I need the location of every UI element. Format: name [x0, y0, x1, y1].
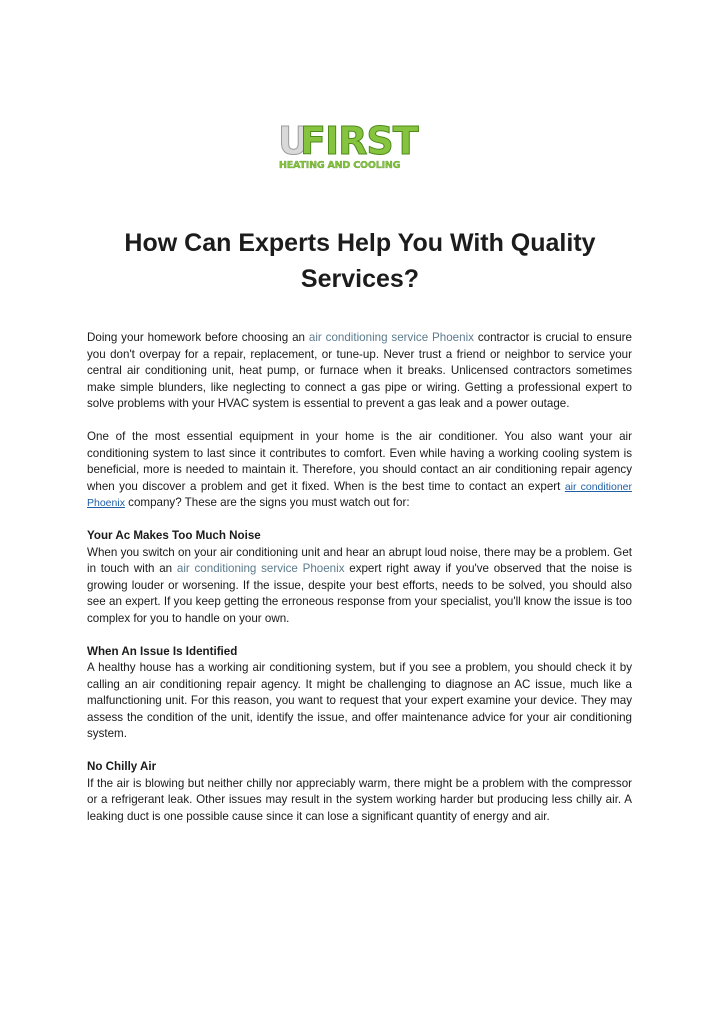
- section-chilly-heading: No Chilly Air: [87, 760, 157, 773]
- page-title: How Can Experts Help You With Quality Services?: [124, 228, 596, 293]
- second-text-end: company? These are the signs you must watch out for:: [124, 496, 410, 509]
- section-chilly: [87, 759, 632, 825]
- second-text-start: One of the most essential equipment in your home is the air conditioner. You also want your air conditioning system to last since it contributes to comfort. Even while having a working cooling system is beneficial, more is needed to maintain it. Therefore, you should contact an air conditioning repair agency when you discover a problem and get it fixed. When is the best time to contact an expert: [87, 430, 632, 493]
- logo-wordmark: [276, 119, 444, 163]
- intro-paragraph: [87, 330, 632, 413]
- keyword-ac-service-phoenix: air conditioning service Phoenix: [308, 331, 474, 344]
- keyword-ac-service-phoenix-2: air conditioning service Phoenix: [176, 562, 345, 575]
- section-noise-heading: Your Ac Makes Too Much Noise: [87, 529, 261, 542]
- ufirst-logo: [276, 120, 444, 178]
- ac-phoenix-link[interactable]: air conditioner Phoenix: [87, 480, 632, 509]
- second-paragraph: [87, 429, 632, 512]
- section-issue: [87, 644, 632, 743]
- intro-text-start: Doing your homework before choosing an: [87, 331, 309, 344]
- section-issue-heading: When An Issue Is Identified: [87, 644, 238, 658]
- section-chilly-body: If the air is blowing but neither chilly nor appreciably warm, there might be a problem with the compressor or a refrigerant leak. Other issues may result in the system working harder but producing less chilly air. A leaking duct is one possible cause since it can lose a significant quantity of energy and air.: [87, 776, 632, 823]
- section-noise-text-end: expert right away if you've observed that the noise is growing louder or worsening. If the issue, despite your best efforts, needs to be solved, you should also see an expert. If you keep getting the erroneous response from your specialist, you'll know the issue is too complex for you to handle on your own.: [87, 562, 632, 625]
- logo-word-first: FIRST: [300, 119, 418, 163]
- section-noise: [87, 528, 632, 627]
- logo-tagline: HEATING AND COOLING: [279, 160, 401, 171]
- logo-letter-u: U: [278, 119, 308, 163]
- article-body: [87, 330, 632, 825]
- section-issue-body: A healthy house has a working air conditioning system, but if you see a problem, you should check it by calling an air conditioning repair agency. It might be challenging to diagnose an AC issue, much like a malfunctioning unit. For this reason, you want to request that your expert examine your device. They may assess the condition of the unit, identify the issue, and offer maintenance advice for your air conditioning system.: [87, 661, 632, 740]
- section-noise-text-start: When you switch on your air conditioning unit and hear an abrupt loud noise, there may be a problem. Get in touch with an: [87, 545, 632, 575]
- intro-text-end: contractor is crucial to ensure you don't overpay for a repair, replacement, or tune-up. Never trust a friend or neighbor to service your central air conditioning unit, heat pump, or furnace when it breaks. Unlicensed contractors sometimes make simple blunders, like neglecting to connect a gas pipe or wiring. Getting a professional expert to solve problems with your HVAC system is essential to prevent a gas leak and a power outage.: [87, 331, 632, 410]
